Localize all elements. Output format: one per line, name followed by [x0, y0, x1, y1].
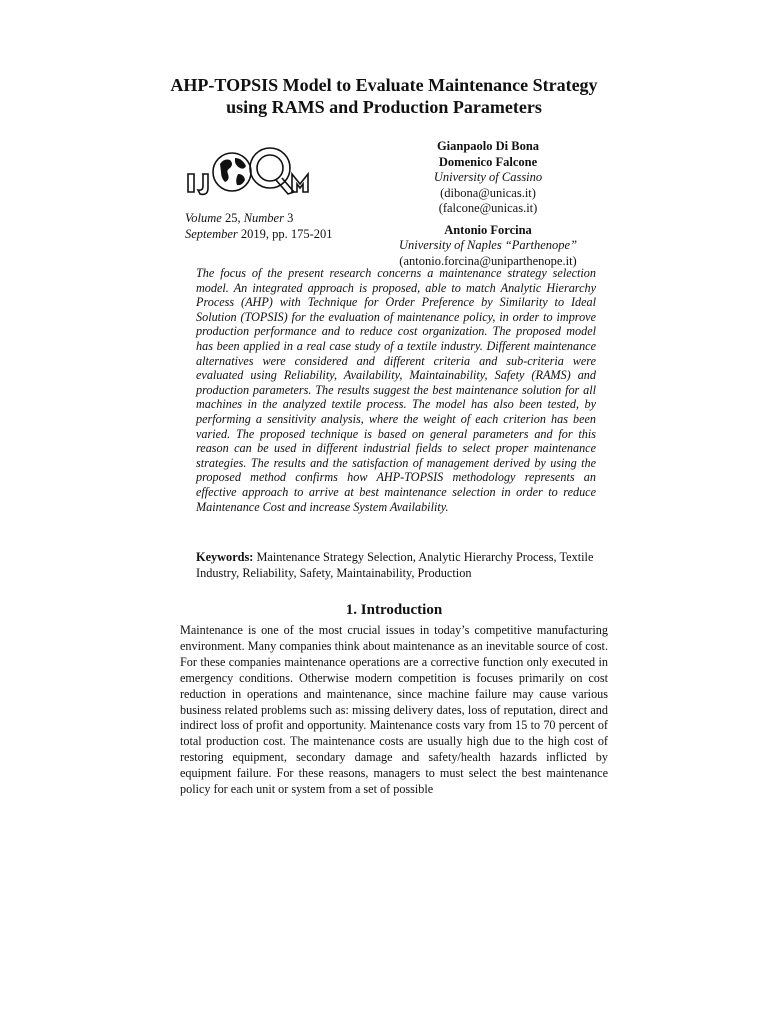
- publication-month: September: [185, 227, 238, 241]
- volume-line: [185, 210, 405, 226]
- volume-label: Volume: [185, 211, 222, 225]
- author-email: (falcone@unicas.it): [438, 201, 538, 215]
- date-pages-line: [185, 226, 405, 242]
- keywords: [196, 549, 596, 581]
- author-affiliation: University of Cassino: [433, 170, 543, 184]
- author-email: (dibona@unicas.it): [440, 185, 536, 200]
- ijqm-logo-graphic: [184, 144, 326, 200]
- author-name: Domenico Falcone: [438, 154, 538, 169]
- ijqm-logo: [184, 144, 326, 200]
- section-heading-introduction: 1. Introduction: [345, 602, 443, 618]
- volume-info: [185, 210, 405, 242]
- author-email: (antonio.forcina@uniparthenope.it): [399, 253, 577, 268]
- volume-number: 25,: [221, 211, 244, 225]
- abstract: The focus of the present research concerns a maintenance strategy selection model. An integrated approach is proposed, able to match Analytic Hierarchy Process (AHP) with Technique for Order Preference by Similarity to Ideal Solution (TOPSIS) for the evaluation of maintenance policy, in order to improve production performance and to reduce cost organization. The proposed model has been applied in a real case study of a textile industry. Different maintenance alternatives were considered and different criteria and sub-criteria were evaluated using Reliability, Availability, Maintainability, Safety (RAMS) and production parameters. The results suggest the best maintenance solution for all machines in the analyzed textile process. The model has also been tested, by performing a sensitivity analysis, where the weight of each criterion has been varied. The proposed technique is based on general parameters and for this reason can be used in different industrial fields to select proper maintenance strategies. The results and the satisfaction of management derived by using the proposed method confirms how AHP-TOPSIS methodology represents an effective approach to arrive at best maintenance selection in order to reduce Maintenance Cost and increase System Availability.: [196, 266, 596, 514]
- author-name: Gianpaolo Di Bona: [436, 139, 540, 153]
- paper-title: AHP-TOPSIS Model to Evaluate Maintenance Strategy using RAMS and Production Parameters: [170, 75, 598, 117]
- keywords-list: Maintenance Strategy Selection, Analytic Hierarchy Process, Textile Industry, Reliability, Safety, Maintainability, Production: [196, 550, 594, 580]
- number-value: 3: [283, 211, 294, 225]
- keywords-label: Keywords:: [196, 550, 254, 564]
- author-affiliation: University of Naples “Parthenope”: [398, 238, 578, 252]
- introduction-paragraph: Maintenance is one of the most crucial issues in today’s competitive manufacturing environment. Many companies think about maintenance as an inevitable source of cost. For these companies maintenance operations are a corrective function only executed in emergency conditions. Otherwise modern competition is focuses primarily on cost reduction in operations and maintenance, since machine failure may cause various business related problems such as: missing delivery dates, loss of reputation, direct and indirect loss of profit and opportunity. Maintenance costs vary from 15 to 70 percent of total production cost. The maintenance costs are usually high due to the high cost of restoring equipment, secondary damage and safety/health hazards inflicted by equipment failure. For these reasons, managers to must select the best maintenance policy for each unit or system from a set of possible: [180, 623, 608, 797]
- number-label: Number: [243, 211, 284, 225]
- author-name: Antonio Forcina: [444, 222, 532, 237]
- author-block: [388, 139, 588, 269]
- year-pages: 2019, pp. 175-201: [237, 227, 333, 241]
